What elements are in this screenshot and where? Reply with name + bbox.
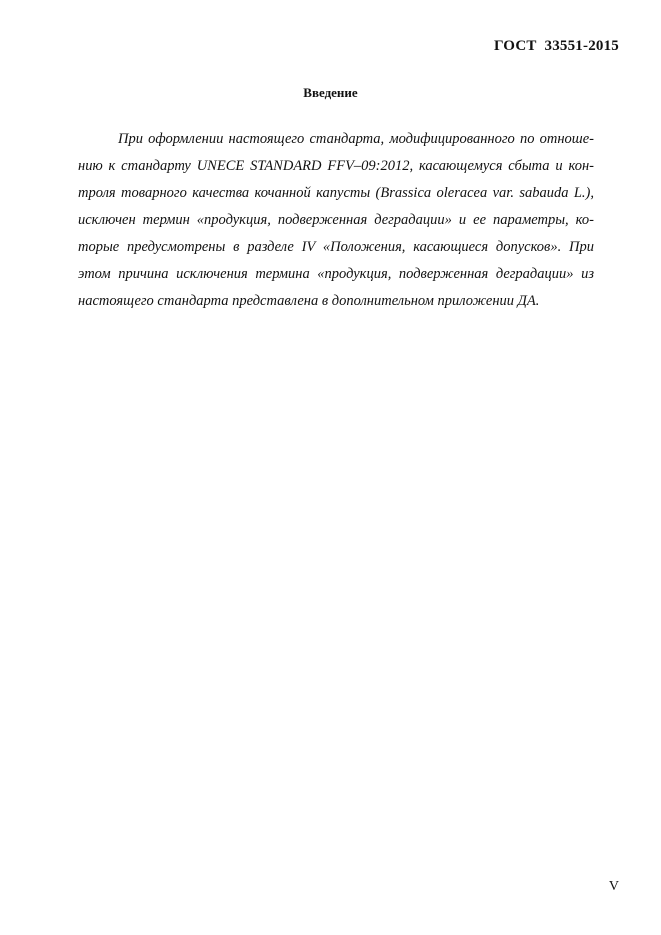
paragraph-line: троля товарного качества кочанной капусты (Brassica oleracea var. sabauda L.), <box>78 185 594 201</box>
paragraph-line: нию к стандарту UNECE STANDARD FFV–09:2012, касающемуся сбыта и кон- <box>78 158 594 174</box>
paragraph-line: этом причина исключения термина «продукция, подверженная деградации» из <box>78 266 594 282</box>
introduction-paragraph <box>78 126 594 315</box>
section-title: Введение <box>303 85 358 100</box>
paragraph-line: настоящего стандарта представлена в дополнительном приложении ДА. <box>78 293 540 309</box>
paragraph-line: При оформлении настоящего стандарта, модифицированного по отноше- <box>118 131 594 147</box>
paragraph-line: торые предусмотрены в разделе IV «Положения, касающиеся допусков». При <box>78 239 594 255</box>
paragraph-line: исключен термин «продукция, подверженная деградации» и ее параметры, ко- <box>78 212 594 228</box>
page-number: V <box>608 879 619 894</box>
standard-code: ГОСТ 33551-2015 <box>493 38 619 54</box>
